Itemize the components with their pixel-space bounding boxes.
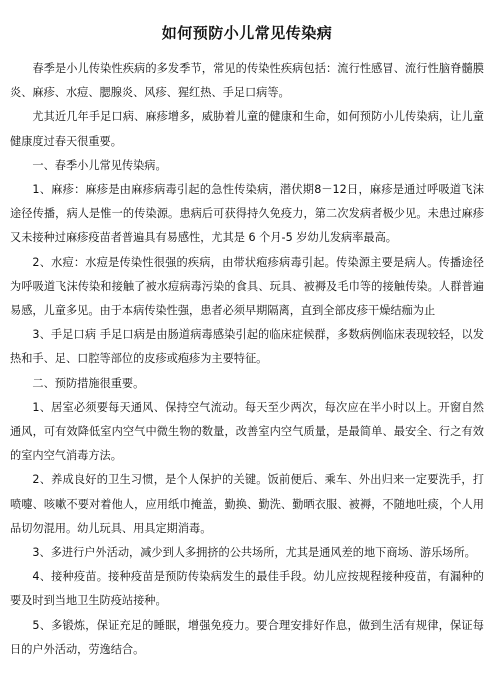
paragraph-hygiene: 2、养成良好的卫生习惯，是个人保护的关键。饭前便后、乘车、外出归来一定要洗手，打喷嚏、咳嗽不要对着他人，应用纸巾掩盖，勤换、勤洗、勤晒衣服、被褥，不随地吐痰，个人用品切勿混用。幼儿玩具、用具定期消毒。 [10,473,484,535]
paragraph-hand-foot-mouth: 3、手足口病 手足口病是由肠道病毒感染引起的临床症候群，多数病例临床表现较轻，以发热和手、足、口腔等部位的皮疹或疱疹为主要特征。 [10,328,484,366]
paragraph-measles: 1、麻疹：麻疹是由麻疹病毒引起的急性传染病，潜伏期8－12日，麻疹是通过呼吸道飞沫途径传播，病人是惟一的传染源。患病后可获得持久免疫力，第二次发病者极少见。未患过麻疹又未接种过麻疹疫苗者普遍具有易感性，尤其是 6 个月-5 岁幼儿发病率最高。 [10,183,484,245]
paragraph-ventilation: 1、居室必须要每天通风、保持空气流动。每天至少两次，每次应在半小时以上。开窗自然通风，可有效降低室内空气中微生物的数量，改善室内空气质量，是最简单、最安全、行之有效的室内空气消毒方法。 [10,400,484,463]
paragraph-vaccination: 4、接种疫苗。接种疫苗是预防传染病发生的最佳手段。幼儿应按规程接种疫苗，有漏种的要及时到当地卫生防疫站接种。 [10,570,484,608]
paragraph-chickenpox: 2、水痘：水痘是传染性很强的疾病，由带状疱疹病毒引起。传染源主要是病人。传播途径为呼吸道飞沫传染和接触了被水痘病毒污染的食具、玩具、被褥及毛巾等的接触传染。人群普遍易感，儿童多见。由于本病传染性强，患者必须早期隔离，直到全部皮疹干燥结痂为止 [10,255,484,318]
section-heading-prevention: 二、预防措施很重要。 [32,376,145,390]
paragraph-importance: 尤其近几年手足口病、麻疹增多，威胁着儿童的健康和生命，如何预防小儿传染病，让儿童健康度过春天很重要。 [10,110,484,148]
paragraph-outdoor-activity: 3、多进行户外活动，减少到人多拥挤的公共场所，尤其是通风差的地下商场、游乐场所。 [32,546,476,560]
paragraph-exercise-sleep: 5、多锻炼，保证充足的睡眠，增强免疫力。要合理安排好作息，做到生活有规律，保证每日的户外活动，劳逸结合。 [10,618,484,656]
section-heading-common-diseases: 一、春季小儿常见传染病。 [32,158,167,172]
paragraph-intro: 春季是小儿传染性疾病的多发季节，常见的传染性疾病包括：流行性感冒、流行性脑脊髓膜炎、麻疹、水痘、腮腺炎、风疹、猩红热、手足口病等。 [10,62,484,100]
document-title: 如何预防小儿常见传染病 [161,24,333,42]
